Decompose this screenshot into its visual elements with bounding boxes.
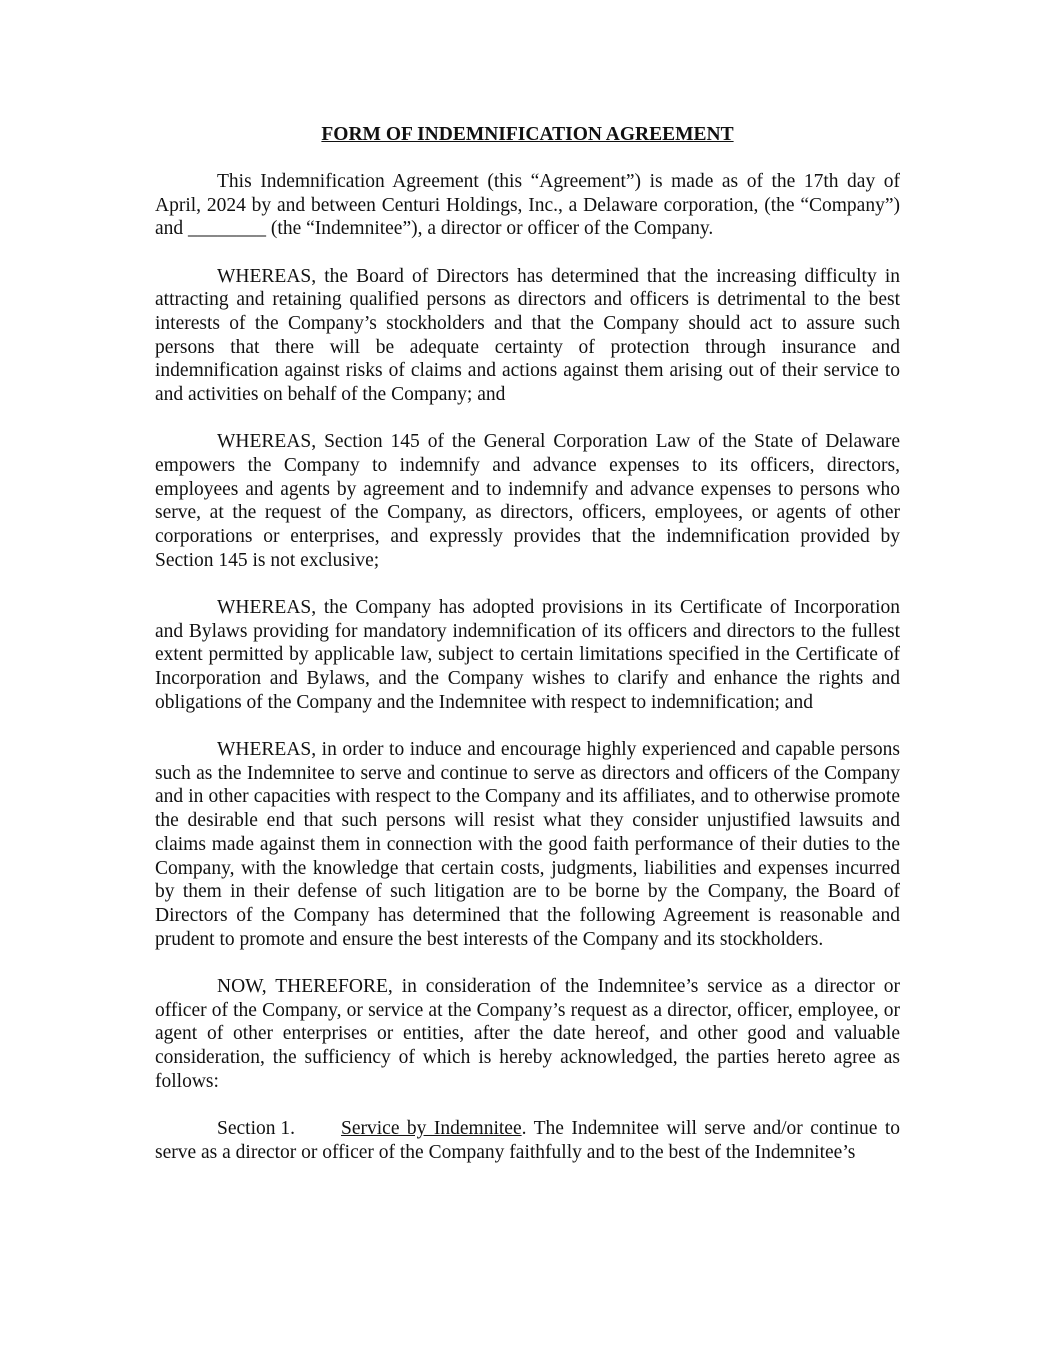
section-1-paragraph — [155, 1117, 900, 1164]
whereas-certificate-paragraph: WHEREAS, the Company has adopted provisions in its Certificate of Incorporation and Bylaws providing for mandatory indemnification of its officers and directors to the fullest extent permitted by applicable law, subject to certain limitations specified in the Certificate of Incorporation and Bylaws, and the Company wishes to clarify and enhance the rights and obligations of the Company and the Indemnitee with respect to indemnification; and — [155, 597, 900, 713]
document-page — [155, 123, 900, 1188]
section-1-text: . The Indemnitee will serve and/or continue to serve as a director or officer of the Company faithfully and to the best of the Indemnitee’s — [155, 1117, 900, 1163]
now-therefore-paragraph: NOW, THEREFORE, in consideration of the Indemnitee’s service as a director or officer of the Company, or service at the Company’s request as a director, officer, employee, or agent of other enterprises or entities, after the date hereof, and other good and valuable consideration, the sufficiency of which is hereby acknowledged, the parties hereto agree as follows: — [155, 975, 900, 1092]
whereas-board-paragraph: WHEREAS, the Board of Directors has determined that the increasing difficulty in attracting and retaining qualified persons as directors and officers is detrimental to the best interests of the Company’s stockholders and that the Company should act to assure such persons that there will be adequate certainty of protection through insurance and indemnification against risks of claims and actions against them arising out of their service to and activities on behalf of the Company; and — [155, 265, 900, 406]
intro-paragraph: This Indemnification Agreement (this “Agreement”) is made as of the 17th day of April, 2024 by and between Centuri Holdings, Inc., a Delaware corporation, (the “Company”) and ________ (the “Indemnitee”), a director or officer of the Company. — [155, 171, 900, 240]
section-1-number: Section 1. — [217, 1117, 295, 1139]
whereas-section-145-paragraph: WHEREAS, Section 145 of the General Corporation Law of the State of Delaware empowers the Company to indemnify and advance expenses to its officers, directors, employees and agents by agreement and to indemnify and advance expenses to persons who serve, at the request of the Company, as directors, officers, employees, or agents of other corporations or enterprises, and expressly provides that the indemnification provided by Section 145 is not exclusive; — [155, 431, 900, 571]
document-title: FORM OF INDEMNIFICATION AGREEMENT — [321, 124, 734, 145]
whereas-induce-paragraph: WHEREAS, in order to induce and encourage highly experienced and capable persons such as the Indemnitee to serve and continue to serve as directors and officers of the Company and in other capacities with respect to the Company and its affiliates, and to otherwise promote the desirable end that such persons will resist what they consider unjustified lawsuits and claims made against them in connection with the good faith performance of their duties to the Company, with the knowledge that certain costs, judgments, liabilities and expenses incurred by them in their defense of such litigation are to be borne by the Company, the Board of Directors of the Company has determined that the following Agreement is reasonable and prudent to promote and ensure the best interests of the Company and its stockholders. — [155, 739, 900, 950]
section-1-heading: Service by Indemnitee — [341, 1117, 522, 1139]
